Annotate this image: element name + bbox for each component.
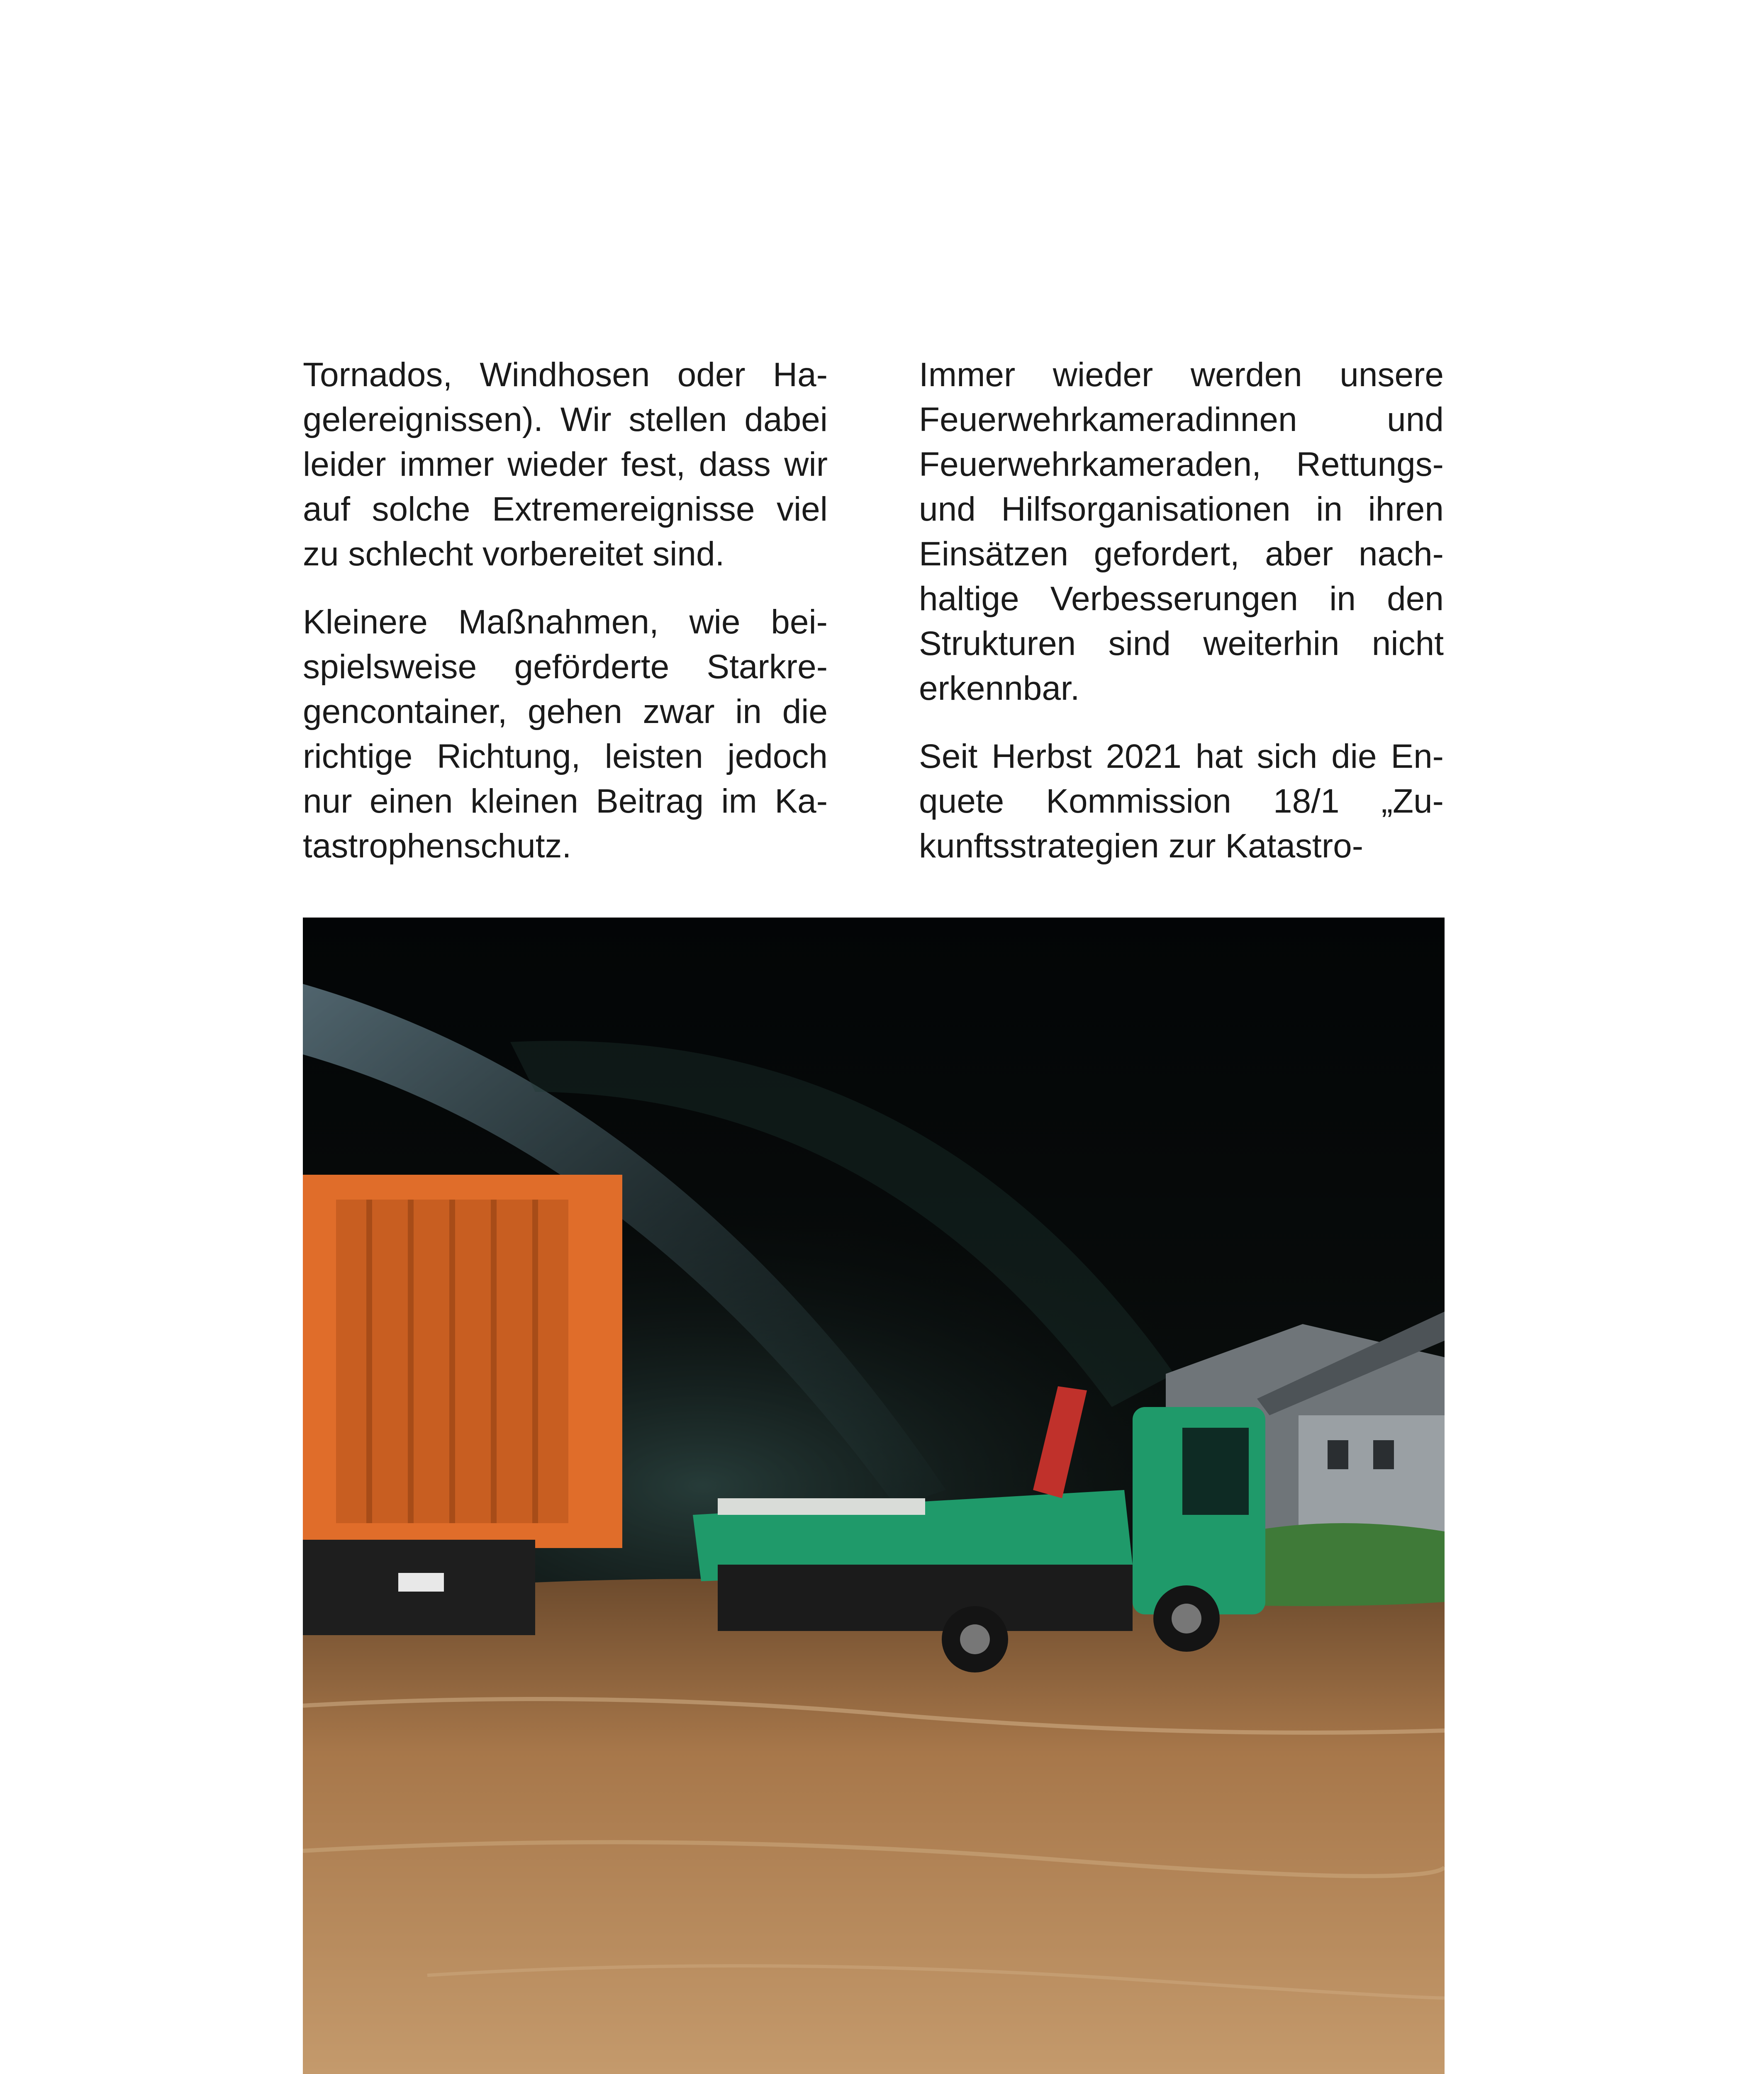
paragraph: Immer wieder werden unsere Feuerwehrkameradinnen und Feuerwehrkameraden, Rettungs- und Hilfsorganisationen in ihren Einsätzen gefordert, aber nach-haltige Verbesserungen in den Strukturen sind weiterhin nicht erkennbar. [919,356,1444,707]
text-column-right [919,353,1444,892]
flood-photo-illustration [303,918,1445,2074]
paragraph: Seit Herbst 2021 hat sich die En-quete Kommission 18/1 „Zu-kunftsstrategien zur Katastro- [919,738,1444,865]
text-column-left [303,353,828,892]
flood-photo [303,918,1445,2074]
paragraph: Tornados, Windhosen oder Ha-gelereignissen). Wir stellen dabei leider immer wieder fest, dass wir auf solche Extremereignisse viel zu schlecht vorbereitet sind. [303,356,828,573]
paragraph: Kleinere Maßnahmen, wie bei-spielsweise geförderte Starkre-gencontainer, gehen zwar in die richtige Richtung, leisten jedoch nur einen kleinen Beitrag im Ka-tastrophenschutz. [303,603,828,865]
